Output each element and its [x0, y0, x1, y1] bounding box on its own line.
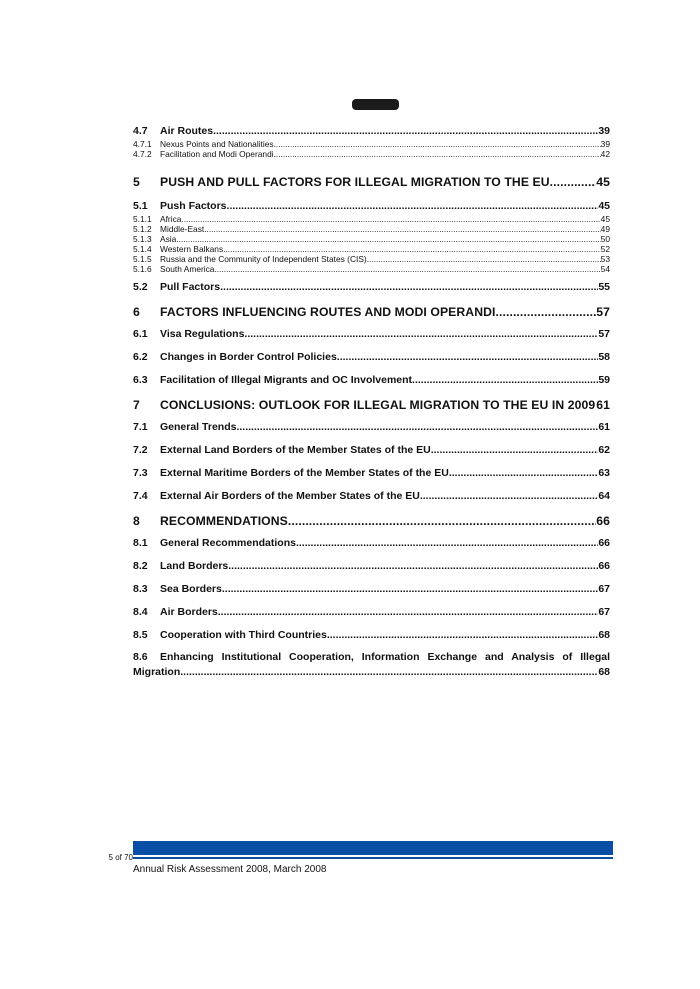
toc-page: 58 [598, 351, 610, 363]
toc-page: 50 [600, 234, 610, 244]
toc-entry[interactable] [133, 536, 610, 551]
toc-leader [296, 536, 598, 551]
toc-title: External Land Borders of the Member States of the EU [160, 444, 431, 456]
toc-page: 45 [598, 200, 610, 212]
toc-title: Cooperation with Third Countries [160, 629, 327, 641]
toc-title: Air Borders [160, 606, 218, 618]
toc-page: 54 [600, 264, 610, 274]
toc-number: 6 [133, 305, 140, 319]
toc-number: 7 [133, 398, 140, 412]
toc-number: 6.1 [133, 328, 148, 340]
toc-title: Pull Factors [160, 281, 221, 293]
toc-page: 45 [596, 175, 610, 189]
toc-entry[interactable] [133, 149, 610, 159]
toc-page: 57 [598, 328, 610, 340]
toc-page: 55 [598, 281, 610, 293]
footer-rule [133, 857, 613, 859]
toc-entry[interactable] [133, 280, 610, 295]
toc-title: External Maritime Borders of the Member States of the EU [160, 467, 449, 479]
toc-leader [274, 149, 601, 159]
toc-page: 62 [598, 444, 610, 456]
toc-title: Facilitation of Illegal Migrants and OC Involvement [160, 374, 413, 386]
toc-leader [449, 466, 598, 481]
toc-page: 42 [600, 149, 610, 159]
toc-title: Air Routes [160, 125, 214, 137]
toc-entry[interactable] [133, 224, 610, 234]
toc-entry[interactable] [133, 373, 610, 388]
toc-title: Sea Borders [160, 583, 222, 595]
toc-entry[interactable] [133, 234, 610, 244]
toc-leader [213, 124, 598, 139]
toc-number: 7.1 [133, 421, 148, 433]
toc-leader [223, 244, 601, 254]
toc-entry[interactable] [133, 628, 610, 643]
toc-leader [337, 350, 599, 365]
toc-number: 5.1.6 [133, 264, 152, 274]
toc-page: 66 [598, 560, 610, 572]
toc-entry[interactable] [133, 443, 610, 458]
toc-entry[interactable] [133, 303, 610, 321]
toc-number: 4.7.1 [133, 139, 152, 149]
toc-number: 8 [133, 514, 140, 528]
toc-title-continued: Migration [133, 666, 181, 678]
toc-title: Facilitation and Modi Operandi [160, 149, 274, 159]
toc-entry[interactable] [133, 350, 610, 365]
toc-entry[interactable] [133, 244, 610, 254]
toc-page: 67 [598, 606, 610, 618]
toc-page: 53 [600, 254, 610, 264]
toc-leader [412, 373, 598, 388]
toc-leader [496, 303, 597, 321]
toc-page: 68 [598, 629, 610, 641]
toc-title: Middle-East [160, 224, 205, 234]
toc-leader [220, 280, 598, 295]
toc-number: 6.3 [133, 374, 148, 386]
toc-page: 57 [596, 305, 610, 319]
toc-leader [228, 559, 598, 574]
toc-entry[interactable] [133, 512, 610, 530]
toc-leader [227, 199, 599, 214]
toc-number: 8.5 [133, 629, 148, 641]
toc-number: 8.6 [133, 651, 148, 663]
toc-page: 45 [600, 214, 610, 224]
toc-leader [274, 139, 601, 149]
toc-page: 61 [596, 398, 610, 412]
toc-number: 8.2 [133, 560, 148, 572]
toc-leader [214, 264, 600, 274]
toc-leader [176, 234, 600, 244]
toc-number: 7.3 [133, 467, 148, 479]
toc-entry[interactable] [133, 559, 610, 574]
toc-number: 8.1 [133, 537, 148, 549]
toc-title: Nexus Points and Nationalities [160, 139, 274, 149]
table-of-contents [133, 124, 610, 680]
toc-leader [367, 254, 601, 264]
toc-title: FACTORS INFLUENCING ROUTES AND MODI OPERANDI [160, 305, 496, 319]
toc-number: 5.1.4 [133, 244, 152, 254]
toc-leader [288, 512, 596, 530]
toc-entry[interactable] [133, 199, 610, 214]
toc-number: 5.1.3 [133, 234, 152, 244]
toc-title: General Recommendations [160, 537, 296, 549]
toc-page: 68 [598, 666, 610, 678]
toc-title: Africa [160, 214, 182, 224]
toc-title: CONCLUSIONS: OUTLOOK FOR ILLEGAL MIGRATION TO THE EU IN 2009 [160, 398, 596, 412]
footer-bar [133, 841, 613, 855]
toc-page: 66 [598, 537, 610, 549]
toc-title: South America [160, 264, 215, 274]
toc-leader [218, 605, 599, 620]
toc-page: 64 [598, 490, 610, 502]
toc-title: Land Borders [160, 560, 229, 572]
toc-number: 5.1.2 [133, 224, 152, 234]
toc-entry[interactable] [133, 582, 610, 597]
toc-entry[interactable] [133, 489, 610, 504]
toc-entry[interactable] [133, 327, 610, 342]
toc-title: External Air Borders of the Member States of the EU [160, 490, 420, 502]
toc-title: Visa Regulations [160, 328, 245, 340]
toc-entry[interactable] [133, 124, 610, 139]
toc-leader [204, 224, 600, 234]
toc-number: 6.2 [133, 351, 148, 363]
toc-page: 39 [600, 139, 610, 149]
toc-title: Enhancing Institutional Cooperation, Information Exchange and Analysis of Illegal [160, 651, 610, 663]
toc-title: Asia [160, 234, 177, 244]
toc-page: 59 [598, 374, 610, 386]
toc-title: PUSH AND PULL FACTORS FOR ILLEGAL MIGRATION TO THE EU [160, 175, 550, 189]
toc-leader [222, 582, 598, 597]
toc-number: 8.3 [133, 583, 148, 595]
toc-page: 52 [600, 244, 610, 254]
toc-number: 5.1.5 [133, 254, 152, 264]
toc-page: 66 [596, 514, 610, 528]
toc-title: General Trends [160, 421, 237, 433]
toc-number: 5.1.1 [133, 214, 152, 224]
toc-page: 63 [598, 467, 610, 479]
toc-entry[interactable] [133, 214, 610, 224]
page-number: 5 of 70 [108, 853, 133, 862]
toc-number: 8.4 [133, 606, 148, 618]
toc-title: RECOMMENDATIONS [160, 514, 288, 528]
toc-entry[interactable] [133, 420, 610, 435]
toc-number: 5.1 [133, 200, 148, 212]
toc-title: Changes in Border Control Policies [160, 351, 337, 363]
toc-entry[interactable] [133, 396, 610, 414]
toc-entry[interactable] [133, 605, 610, 620]
toc-leader [181, 214, 600, 224]
redaction-mark [352, 99, 399, 110]
toc-number: 4.7.2 [133, 149, 152, 159]
toc-entry[interactable] [133, 466, 610, 481]
toc-leader [244, 327, 598, 342]
toc-number: 7.4 [133, 490, 148, 502]
footer-caption: Annual Risk Assessment 2008, March 2008 [133, 864, 327, 875]
toc-leader [420, 489, 598, 504]
toc-number: 5.2 [133, 281, 148, 293]
toc-number: 4.7 [133, 125, 148, 137]
toc-page: 61 [598, 421, 610, 433]
toc-entry[interactable] [133, 254, 610, 264]
toc-entry[interactable] [133, 139, 610, 149]
toc-entry[interactable] [133, 264, 610, 274]
toc-title: Western Balkans [160, 244, 224, 254]
toc-leader [180, 665, 598, 680]
toc-leader [236, 420, 598, 435]
toc-number: 5 [133, 175, 140, 189]
toc-leader [431, 443, 599, 458]
toc-title: Russia and the Community of Independent States (CIS) [160, 254, 367, 264]
toc-number: 7.2 [133, 444, 148, 456]
toc-leader [327, 628, 598, 643]
toc-page: 49 [600, 224, 610, 234]
toc-entry[interactable] [133, 650, 610, 680]
toc-page: 67 [598, 583, 610, 595]
toc-leader [550, 173, 597, 191]
toc-page: 39 [598, 125, 610, 137]
toc-entry[interactable] [133, 173, 610, 191]
toc-title: Push Factors [160, 200, 227, 212]
